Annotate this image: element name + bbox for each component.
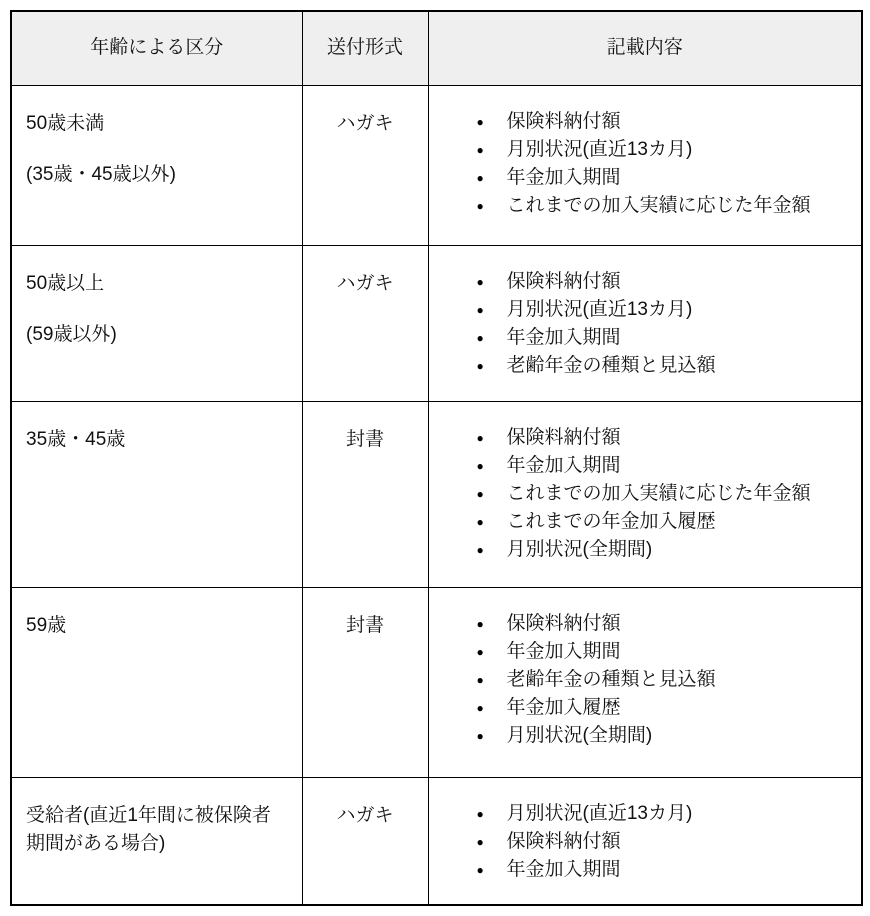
- bullet-icon: ●: [476, 170, 484, 185]
- bullet-icon: ●: [476, 728, 484, 743]
- list-item: [477, 296, 854, 324]
- header-row: [11, 11, 862, 85]
- list-item: [477, 610, 854, 638]
- list-item-text: 年金加入期間: [506, 454, 621, 476]
- list-item-text: 月別状況(直近13カ月): [506, 802, 693, 824]
- bullet-icon: ●: [476, 198, 484, 213]
- delivery-format-cell: ハガキ: [302, 85, 428, 245]
- contents-cell: [428, 401, 862, 587]
- table-row: [11, 587, 862, 777]
- bullet-icon: ●: [476, 142, 484, 157]
- age-category-text: 35歳・45歳: [26, 428, 126, 450]
- bullet-icon: ●: [476, 302, 484, 317]
- list-item: [477, 666, 854, 694]
- bullet-icon: ●: [476, 672, 484, 687]
- list-item: [477, 722, 854, 750]
- bullet-icon: ●: [476, 458, 484, 473]
- header-delivery-format: 送付形式: [302, 11, 428, 85]
- bullet-icon: ●: [476, 430, 484, 445]
- contents-list: [477, 108, 854, 220]
- list-item: [477, 324, 854, 352]
- contents-cell: [428, 245, 862, 401]
- age-category-text: 受給者(直近1年間に被保険者期間がある場合): [26, 804, 271, 854]
- list-item-text: 老齢年金の種類と見込額: [506, 354, 716, 376]
- age-category-text: 50歳以上: [26, 272, 105, 294]
- bullet-icon: ●: [476, 330, 484, 345]
- list-item: [477, 856, 854, 884]
- bullet-icon: ●: [476, 806, 484, 821]
- table-row: [11, 85, 862, 245]
- list-item: [477, 800, 854, 828]
- header-contents: 記載内容: [428, 11, 862, 85]
- contents-cell: [428, 85, 862, 245]
- list-item: [477, 424, 854, 452]
- age-category-cell: [11, 85, 302, 245]
- bullet-icon: ●: [476, 114, 484, 129]
- age-category-text: (59歳以外): [26, 323, 117, 345]
- list-item-text: 保険料納付額: [506, 270, 621, 292]
- age-category-cell: [11, 245, 302, 401]
- bullet-icon: ●: [476, 274, 484, 289]
- delivery-format-cell: ハガキ: [302, 245, 428, 401]
- age-category-cell: [11, 587, 302, 777]
- list-item-text: 月別状況(全期間): [506, 538, 653, 560]
- list-item: [477, 452, 854, 480]
- age-category-table: [10, 10, 863, 906]
- list-item-text: 保険料納付額: [506, 830, 621, 852]
- list-item: [477, 536, 854, 564]
- list-item: [477, 352, 854, 380]
- table-row: [11, 777, 862, 905]
- bullet-icon: ●: [476, 616, 484, 631]
- contents-cell: [428, 777, 862, 905]
- list-item: [477, 268, 854, 296]
- bullet-icon: ●: [476, 700, 484, 715]
- bullet-icon: ●: [476, 486, 484, 501]
- bullet-icon: ●: [476, 834, 484, 849]
- bullet-icon: ●: [476, 644, 484, 659]
- table-body: [11, 85, 862, 905]
- list-item: [477, 480, 854, 508]
- list-item: [477, 638, 854, 666]
- list-item: [477, 694, 854, 722]
- list-item-text: 年金加入期間: [506, 166, 621, 188]
- header-age-category: 年齢による区分: [11, 11, 302, 85]
- list-item: [477, 192, 854, 220]
- list-item-text: 老齢年金の種類と見込額: [506, 668, 716, 690]
- contents-list: [477, 800, 854, 884]
- list-item-text: 月別状況(直近13カ月): [506, 138, 693, 160]
- list-item: [477, 828, 854, 856]
- bullet-icon: ●: [476, 542, 484, 557]
- table-row: [11, 245, 862, 401]
- list-item-text: これまでの年金加入履歴: [506, 510, 716, 532]
- age-category-text: 50歳未満: [26, 112, 105, 134]
- bullet-icon: ●: [476, 358, 484, 373]
- list-item-text: 月別状況(全期間): [506, 724, 653, 746]
- list-item: [477, 136, 854, 164]
- contents-list: [477, 268, 854, 380]
- list-item: [477, 108, 854, 136]
- age-category-text: 59歳: [26, 614, 67, 636]
- list-item-text: 保険料納付額: [506, 612, 621, 634]
- list-item: [477, 164, 854, 192]
- delivery-format-cell: 封書: [302, 401, 428, 587]
- contents-cell: [428, 587, 862, 777]
- table-row: [11, 401, 862, 587]
- list-item-text: 年金加入期間: [506, 326, 621, 348]
- list-item-text: 年金加入期間: [506, 858, 621, 880]
- bullet-icon: ●: [476, 514, 484, 529]
- list-item-text: 保険料納付額: [506, 426, 621, 448]
- delivery-format-cell: ハガキ: [302, 777, 428, 905]
- list-item-text: 月別状況(直近13カ月): [506, 298, 693, 320]
- bullet-icon: ●: [476, 862, 484, 877]
- list-item: [477, 508, 854, 536]
- list-item-text: 年金加入期間: [506, 640, 621, 662]
- contents-list: [477, 610, 854, 750]
- list-item-text: これまでの加入実績に応じた年金額: [506, 194, 811, 216]
- age-category-text: (35歳・45歳以外): [26, 163, 176, 185]
- list-item-text: 年金加入履歴: [506, 696, 621, 718]
- contents-list: [477, 424, 854, 564]
- age-category-cell: [11, 777, 302, 905]
- list-item-text: これまでの加入実績に応じた年金額: [506, 482, 811, 504]
- table-header: [11, 11, 862, 85]
- list-item-text: 保険料納付額: [506, 110, 621, 132]
- delivery-format-cell: 封書: [302, 587, 428, 777]
- age-category-cell: [11, 401, 302, 587]
